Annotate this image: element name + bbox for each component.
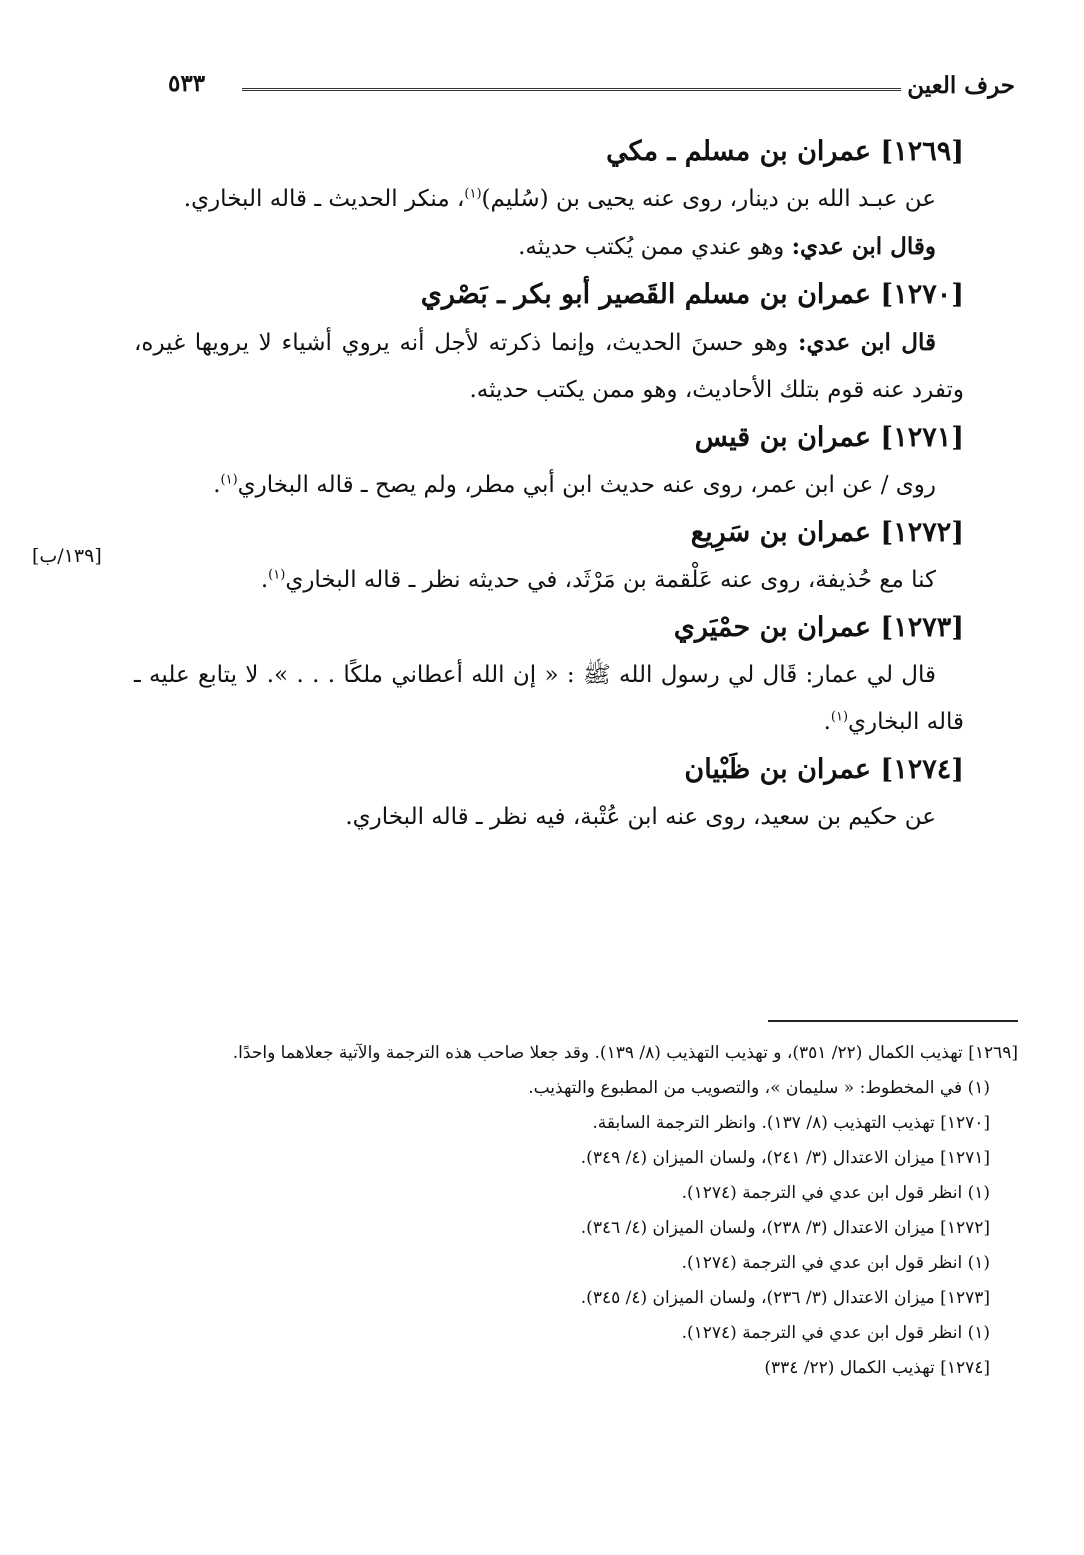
entry-1274	[134, 746, 964, 841]
footnote-separator	[768, 1020, 1018, 1022]
text-segment: وهو عندي ممن يُكتب حديثه.	[518, 234, 792, 260]
entry-title: [١٢٦٩] عمران بن مسلم ـ مكي	[606, 136, 964, 167]
entry-text	[134, 176, 964, 223]
footnote-1274: [١٢٧٤] تهذيب الكمال (٢٢/ ٣٣٤)	[764, 1358, 990, 1378]
footnote-1271-1: (١) انظر قول ابن عدي في الترجمة (١٢٧٤).	[681, 1183, 990, 1203]
entry-1272	[134, 509, 964, 604]
footnote-1273-1: (١) انظر قول ابن عدي في الترجمة (١٢٧٤).	[681, 1323, 990, 1343]
manuscript-folio-marker: [١٣٩/ب]	[32, 545, 102, 567]
footnote-1270: [١٢٧٠] تهذيب التهذيب (٨/ ١٣٧). وانظر الترجمة السابقة.	[592, 1113, 990, 1133]
footnote-marker: (١)	[220, 472, 238, 488]
entry-title: [١٢٧١] عمران بن قيس	[694, 422, 964, 453]
footnote-1272-1: (١) انظر قول ابن عدي في الترجمة (١٢٧٤).	[681, 1253, 990, 1273]
text-segment: ، منكر الحديث ـ قاله البخاري.	[183, 186, 465, 212]
entry-text	[134, 223, 964, 271]
entry-1270	[134, 271, 964, 414]
text-segment: .	[823, 709, 831, 735]
entry-1271	[134, 414, 964, 509]
footnote-1272: [١٢٧٢] ميزان الاعتدال (٣/ ٢٣٨)، ولسان الميزان (٤/ ٣٤٦).	[580, 1218, 990, 1238]
entry-title: [١٢٧٢] عمران بن سَرِيع	[690, 517, 964, 548]
text-segment: كنا مع حُذيفة، روى عنه عَلْقمة بن مَرْثَد، في حديثه نظر ـ قاله البخاري	[285, 567, 936, 593]
running-header	[150, 66, 1015, 106]
text-segment: .	[213, 472, 221, 498]
footnote-marker: (١)	[268, 567, 286, 583]
text-segment: وهو حسنَ الحديث، وإنما ذكرته لأجل أنه يروي أشياء لا يرويها غيره، وتفرد عنه قوم بتلك الأحاديث، وهو ممن يكتب حديثه.	[134, 330, 964, 403]
header-rule	[242, 88, 901, 91]
entry-title: [١٢٧٤] عمران بن ظَبْيان	[684, 754, 964, 785]
footnote-1271: [١٢٧١] ميزان الاعتدال (٣/ ٢٤١)، ولسان الميزان (٤/ ٣٤٩).	[580, 1148, 990, 1168]
speaker-label: وقال ابن عدي:	[791, 233, 936, 260]
entry-text	[134, 462, 964, 509]
entry-text: عن حكيم بن سعيد، روى عنه ابن عُتْبة، فيه نظر ـ قاله البخاري.	[345, 804, 936, 830]
chapter-title: حرف العين	[907, 72, 1015, 99]
speaker-label: قال ابن عدي:	[797, 329, 936, 356]
entry-text	[134, 652, 964, 746]
footnote-marker: (١)	[464, 186, 482, 202]
text-segment: روى / عن ابن عمر، روى عنه حديث ابن أبي مطر، ولم يصح ـ قاله البخاري	[237, 472, 936, 498]
footnote-1269-1: (١) في المخطوط: « سليمان »، والتصويب من المطبوع والتهذيب.	[528, 1078, 990, 1098]
entry-1273	[134, 604, 964, 746]
entry-1269	[134, 128, 964, 271]
page-number: ٥٣٣	[168, 70, 206, 97]
text-segment: .	[260, 567, 269, 593]
entries-section	[134, 128, 964, 841]
footnote-1269: [١٢٦٩] تهذيب الكمال (٢٢/ ٣٥١)، و تهذيب التهذيب (٨/ ١٣٩). وقد جعلا صاحب هذه الترجمة والآتية جعلاهما واحدًا.	[232, 1043, 1018, 1063]
entry-title: [١٢٧٣] عمران بن حمْيَري	[673, 612, 964, 643]
text-segment: قال لي عمار: قَال لي رسول الله ﷺ : « إن الله أعطاني ملكًا . . . ». لا يتابع عليه ـ قاله البخاري	[134, 662, 964, 735]
entry-title: [١٢٧٠] عمران بن مسلم القَصير أبو بكر ـ بَصْري	[420, 279, 964, 310]
text-segment: عن عبـد الله بن دينار، روى عنه يحيى بن (سُليم)	[481, 186, 936, 212]
footnotes-section	[138, 1036, 1018, 1386]
footnote-1273: [١٢٧٣] ميزان الاعتدال (٣/ ٢٣٦)، ولسان الميزان (٤/ ٣٤٥).	[580, 1288, 990, 1308]
entry-text	[134, 557, 964, 604]
entry-text	[134, 319, 964, 414]
footnote-marker: (١)	[830, 709, 849, 725]
